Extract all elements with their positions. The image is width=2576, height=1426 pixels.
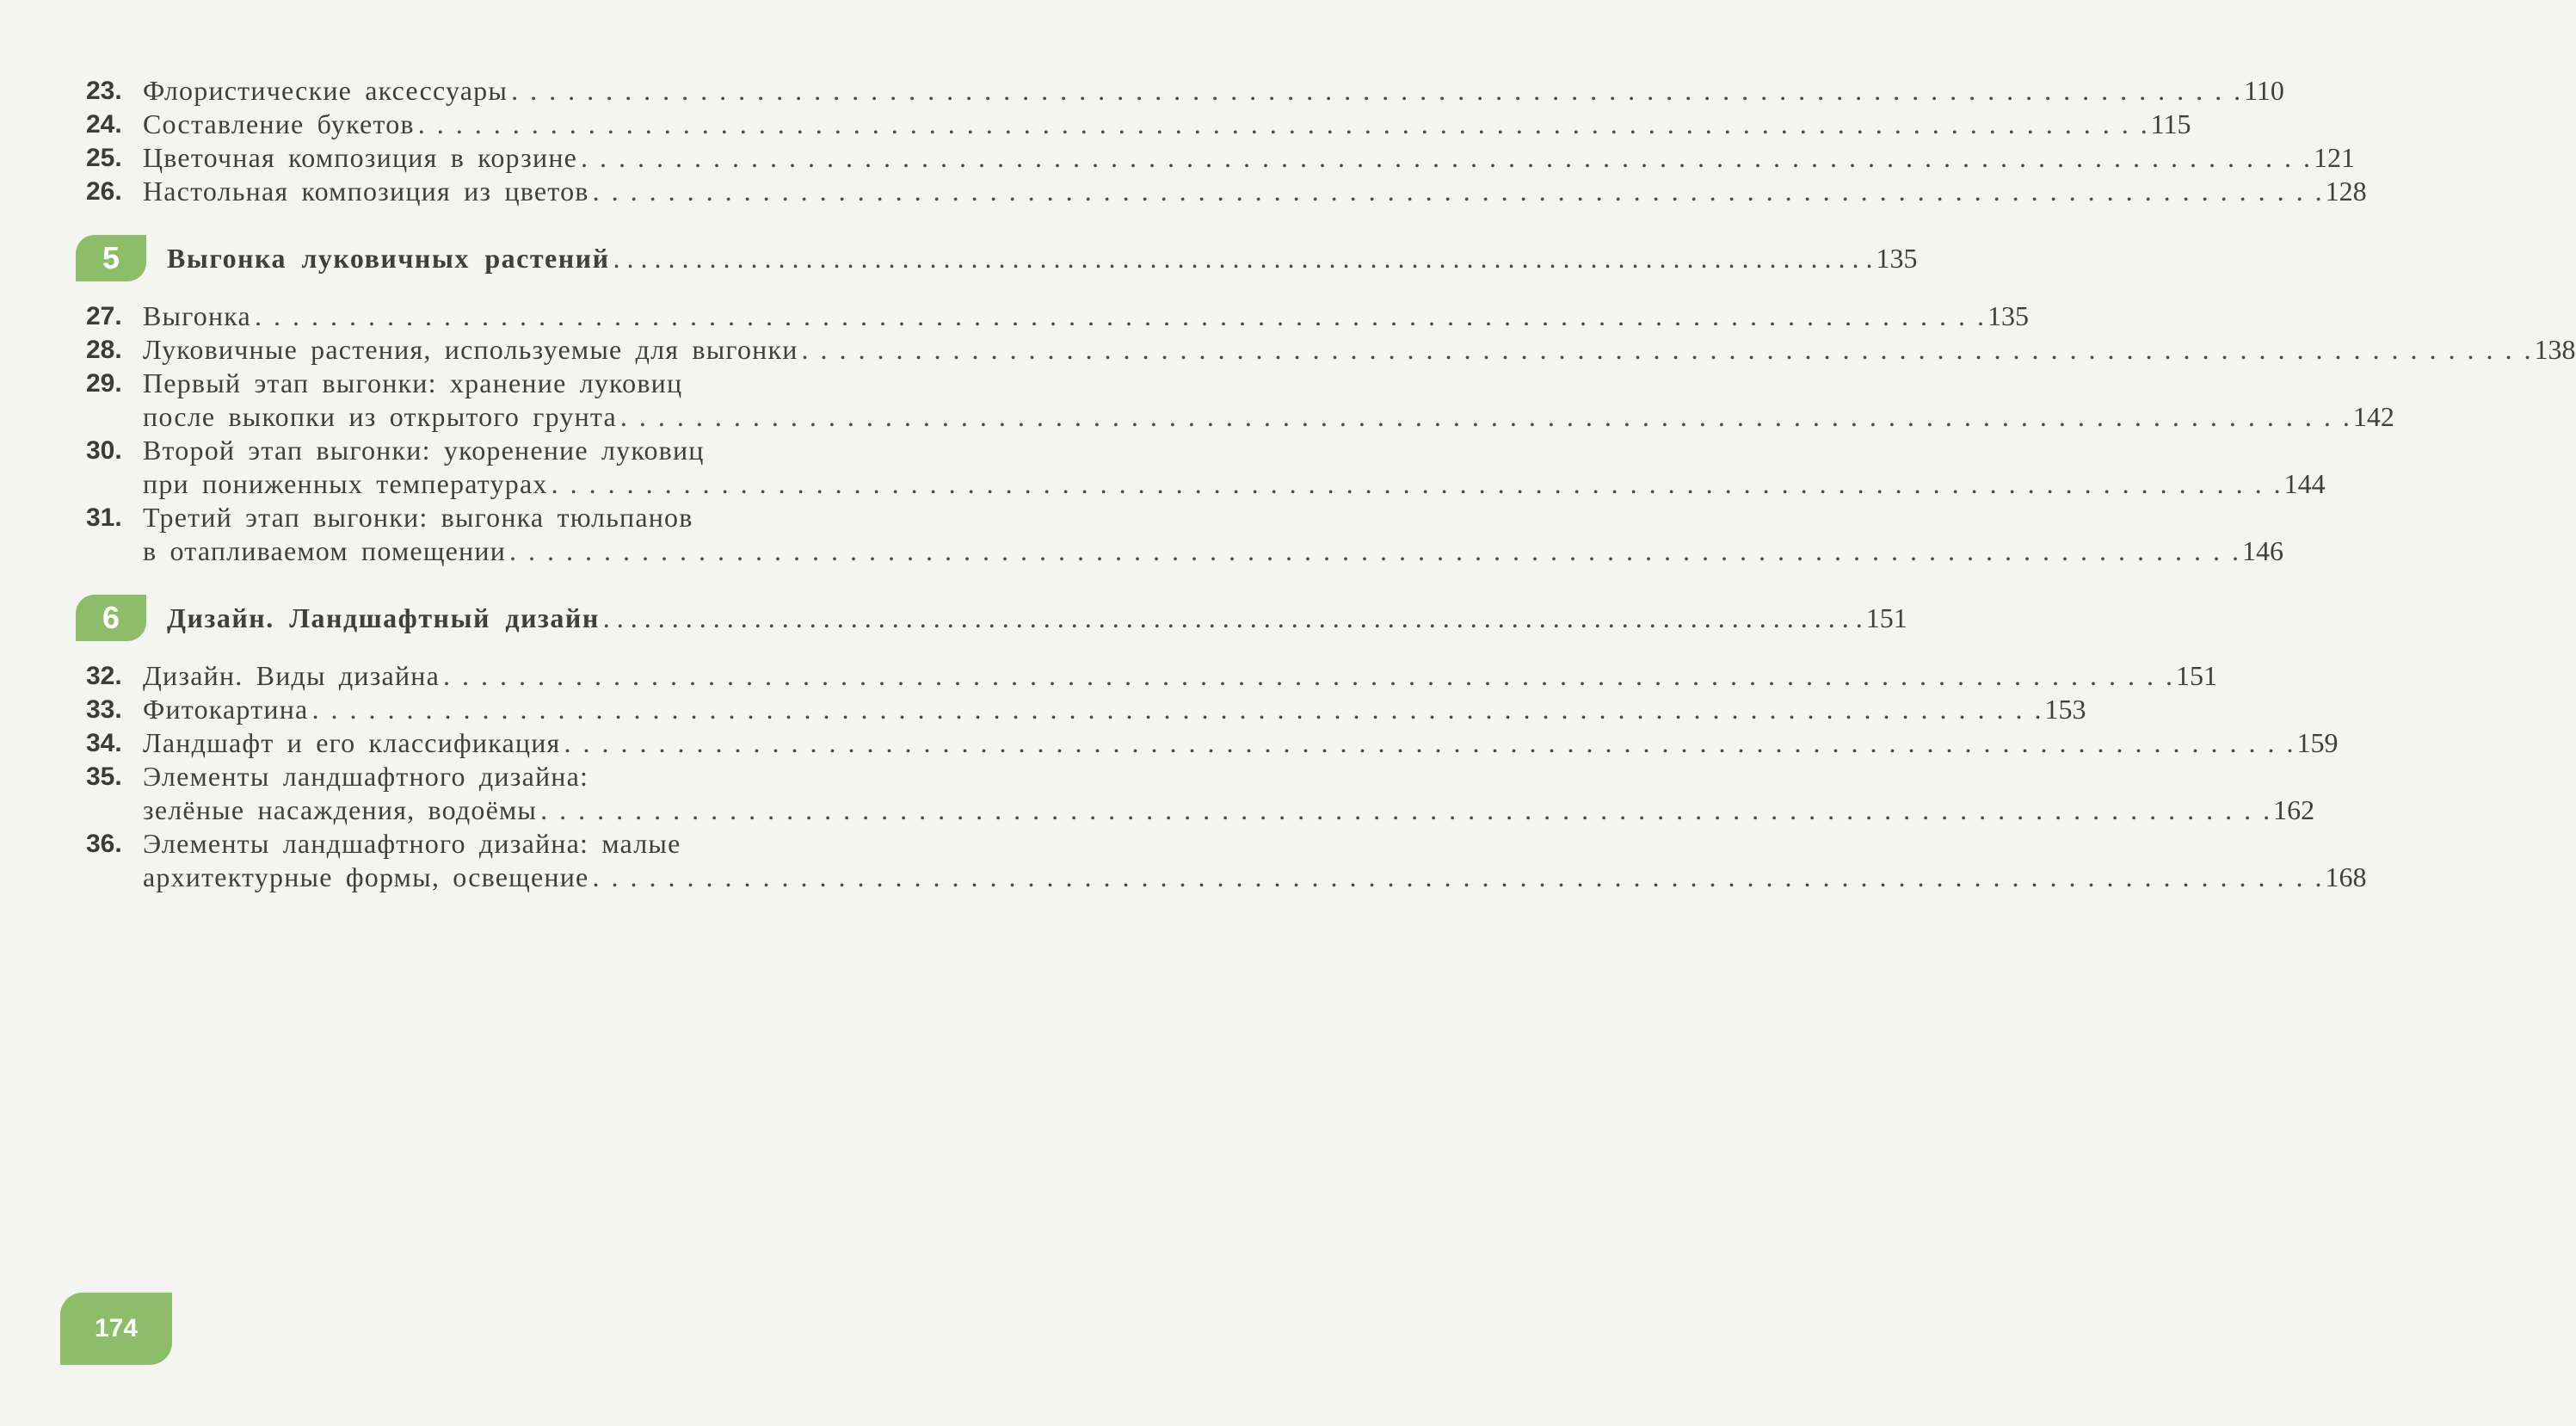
section-page: 135 [1876,242,1918,274]
lesson-title-block [143,175,2367,208]
toc-entry [86,434,2326,501]
table-of-contents [86,74,2576,894]
lesson-title: Второй этап выгонки: укоренение луковиц [143,435,705,466]
section-title: Дизайн. Ландшафтный дизайн [167,602,600,633]
dot-leader [613,243,1873,275]
dot-leader [802,333,2531,367]
toc-entry [86,501,2284,568]
dot-leader [581,141,2310,175]
lesson-title: в отапливаемом помещении [143,535,507,566]
lesson-number: 29. [86,369,122,398]
lesson-page: 153 [2044,694,2086,725]
lesson-page: 168 [2325,861,2367,892]
lesson-title: Настольная композиция из цветов [143,176,589,207]
toc-group-chapter-4 [86,74,2367,208]
lesson-title: Первый этап выгонки: хранение луковиц [143,367,683,398]
lesson-title-line [143,175,2367,208]
lesson-title-block [143,74,2284,108]
toc-entry [86,108,2191,141]
lesson-page: 128 [2325,176,2367,207]
toc-entry [86,141,2356,175]
lesson-title-line [143,400,2394,434]
lesson-title: Луковичные растения, используемые для выгонки [143,334,798,365]
lesson-page: 135 [1987,300,2029,331]
lesson-title-line [143,861,2367,894]
dot-leader [540,793,2270,827]
lesson-page: 146 [2242,535,2284,566]
lesson-title-line [143,726,2339,760]
lesson-title-block [143,367,2394,434]
lesson-title-line [143,434,972,467]
lesson-page: 110 [2244,75,2284,106]
section-page: 151 [1865,602,1907,633]
lesson-number: 31. [86,503,122,532]
lesson-page: 144 [2283,468,2326,499]
lesson-page: 142 [2352,401,2394,432]
lesson-number: 28. [86,336,122,364]
lesson-page: 138 [2534,334,2576,365]
lesson-title-line [143,299,2029,333]
lesson-number: 27. [86,302,122,330]
lesson-number: 33. [86,695,122,724]
toc-entry [86,726,2339,760]
lesson-title-line [143,467,2326,501]
toc-group-chapter-5 [86,299,2576,568]
lesson-title-line [143,693,2086,726]
lesson-number: 30. [86,436,122,465]
toc-entry [86,333,2576,367]
lesson-title: после выкопки из открытого грунта [143,401,617,432]
section-heading-6 [76,594,1907,642]
lesson-title-line [143,141,2356,175]
dot-leader [592,861,2321,894]
lesson-title-block [143,108,2191,141]
lesson-title-block [143,141,2356,175]
toc-group-chapter-6 [86,659,2367,894]
toc-entry [86,659,2217,693]
page-number-badge: 174 [60,1293,172,1365]
lesson-title: зелёные насаждения, водоёмы [143,794,538,825]
lesson-page: 151 [2176,660,2217,691]
lesson-title: Флористические аксессуары [143,75,508,106]
dot-leader [418,108,2148,141]
lesson-page: 162 [2273,794,2315,825]
lesson-number: 24. [86,110,122,139]
dot-leader [603,602,1863,634]
section-number-badge: 5 [76,235,146,281]
lesson-title-line [143,367,972,400]
lesson-number: 23. [86,77,122,105]
lesson-title-line [143,501,972,534]
lesson-number: 26. [86,177,122,206]
lesson-title-block [143,333,2576,367]
toc-entry [86,827,2367,894]
lesson-title-line [143,333,2576,367]
lesson-number: 36. [86,830,122,858]
lesson-title-block [143,299,2029,333]
lesson-title-block [143,434,2326,501]
lesson-title: Составление букетов [143,108,415,139]
lesson-title: Третий этап выгонки: выгонка тюльпанов [143,502,693,533]
dot-leader [443,659,2172,693]
lesson-title: Дизайн. Виды дизайна [143,660,440,691]
lesson-title: Элементы ландшафтного дизайна: [143,761,589,792]
lesson-title-block [143,501,2284,568]
section-title-line [167,602,1907,634]
lesson-title-line [143,74,2284,108]
lesson-page: 121 [2314,142,2356,173]
lesson-title-line [143,534,2284,568]
toc-entry [86,299,2029,333]
lesson-title-line [143,827,972,861]
lesson-number: 25. [86,144,122,172]
dot-leader [509,534,2239,568]
dot-leader [593,175,2322,208]
toc-entry [86,693,2086,726]
lesson-title: Ландшафт и его классификация [143,727,561,758]
lesson-number: 35. [86,762,122,791]
lesson-title-line [143,108,2191,141]
lesson-title: при пониженных температурах [143,468,548,499]
lesson-title: Элементы ландшафтного дизайна: малые [143,828,681,859]
lesson-title-block [143,659,2217,693]
section-title-line [167,243,1918,275]
section-heading-5 [76,234,1918,282]
toc-entry [86,175,2367,208]
lesson-title-block [143,827,2367,894]
lesson-title-line [143,793,2315,827]
dot-leader [311,693,2041,726]
lesson-title-line [143,760,972,793]
lesson-page: 159 [2296,727,2339,758]
lesson-title: архитектурные формы, освещение [143,861,589,892]
dot-leader [620,400,2350,434]
dot-leader [552,467,2281,501]
dot-leader [255,299,1984,333]
lesson-number: 34. [86,729,122,757]
dot-leader [564,726,2293,760]
lesson-title-block [143,726,2339,760]
toc-entry [86,367,2394,434]
lesson-title: Цветочная композиция в корзине [143,142,578,173]
section-number-badge: 6 [76,595,146,641]
lesson-title: Фитокартина [143,694,309,725]
toc-entry [86,760,2315,827]
lesson-title: Выгонка [143,300,251,331]
section-title: Выгонка луковичных растений [167,242,610,274]
toc-entry [86,74,2284,108]
lesson-page: 115 [2150,108,2191,139]
dot-leader [511,74,2240,108]
lesson-title-block [143,760,2315,827]
lesson-title-block [143,693,2086,726]
lesson-title-line [143,659,2217,693]
lesson-number: 32. [86,662,122,690]
